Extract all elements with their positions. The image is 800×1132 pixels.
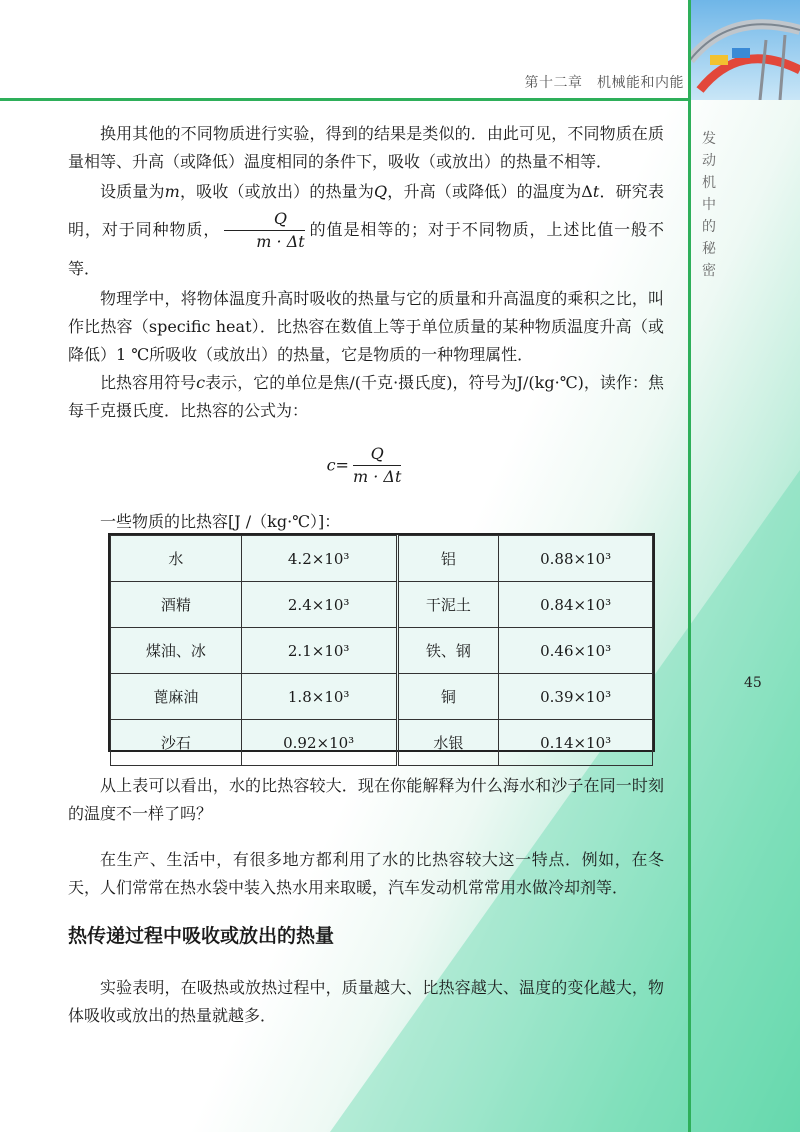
inline-fraction bbox=[224, 208, 304, 253]
value-cell: 0.84×10³ bbox=[499, 582, 653, 628]
value-cell: 1.8×10³ bbox=[241, 674, 397, 720]
side-title-char: 发 bbox=[702, 131, 716, 147]
value-cell: 0.39×10³ bbox=[499, 674, 653, 720]
text-run: 表示，它的单位是焦/(千克·摄氏度)，符号为J/(kg·℃)，读作：焦每千克摄氏度．比热容的公式为： bbox=[68, 373, 664, 420]
substance-cell: 铜 bbox=[397, 674, 499, 720]
variable-q: Q bbox=[374, 182, 388, 201]
variable-c: c bbox=[196, 373, 206, 392]
main-content bbox=[68, 120, 664, 536]
table-caption: 一些物质的比热容[J /（kg·℃）]： bbox=[100, 512, 341, 531]
text-run: ，吸收（或放出）的热量为 bbox=[179, 182, 375, 201]
fraction-denominator: m · Δt bbox=[256, 232, 305, 251]
paragraph bbox=[68, 176, 664, 285]
value-cell: 4.2×10³ bbox=[241, 536, 397, 582]
value-cell: 0.14×10³ bbox=[499, 720, 653, 766]
value-cell: 2.1×10³ bbox=[241, 628, 397, 674]
side-rule bbox=[688, 0, 691, 1132]
table-row bbox=[111, 628, 653, 674]
value-cell: 0.92×10³ bbox=[241, 720, 397, 766]
variable-t: t bbox=[592, 182, 600, 201]
text-run: ．研究表明，对于同种物质， bbox=[68, 182, 664, 239]
chapter-title: 第十二章 机械能和内能 bbox=[524, 75, 684, 91]
formula-fraction bbox=[353, 443, 401, 488]
substance-cell: 煤油、冰 bbox=[111, 628, 242, 674]
side-title-char: 中 bbox=[702, 197, 716, 213]
fraction-numerator: Q bbox=[224, 208, 304, 231]
paragraph: 物理学中，将物体温度升高时吸收的热量与它的质量和升高温度的乘积之比，叫作比热容（specific heat）．比热容在数值上等于单位质量的某种物质温度升高（或降低）1 ℃所吸收（或放出）的热量，它是物质的一种物理属性． bbox=[68, 289, 664, 364]
table-row bbox=[111, 720, 653, 766]
value-cell: 2.4×10³ bbox=[241, 582, 397, 628]
value-cell: 0.88×10³ bbox=[499, 536, 653, 582]
text-run: 的值是相等的；对于不同物质，上述比值一般不等． bbox=[68, 220, 664, 278]
table-row bbox=[111, 674, 653, 720]
side-title-char: 密 bbox=[702, 263, 716, 279]
paragraph bbox=[68, 369, 664, 425]
post-table-content bbox=[68, 772, 664, 1030]
section-heading: 热传递过程中吸收或放出的热量 bbox=[68, 925, 335, 947]
substance-cell: 干泥土 bbox=[397, 582, 499, 628]
specific-heat-formula bbox=[68, 443, 664, 488]
substance-cell: 酒精 bbox=[111, 582, 242, 628]
paragraph: 实验表明，在吸热或放热过程中，质量越大、比热容越大、温度的变化越大，物体吸收或放出的热量就越多． bbox=[68, 978, 664, 1025]
text-run: ，升高（或降低）的温度为Δ bbox=[387, 182, 593, 201]
substance-cell: 铁、钢 bbox=[397, 628, 499, 674]
header-rule bbox=[0, 98, 688, 101]
table-row bbox=[111, 582, 653, 628]
side-title-char: 的 bbox=[702, 219, 716, 235]
table-row bbox=[111, 536, 653, 582]
substance-cell: 水 bbox=[111, 536, 242, 582]
variable-m: m bbox=[164, 182, 180, 201]
formula-denominator: m · Δt bbox=[352, 467, 402, 486]
formula-numerator: Q bbox=[353, 443, 401, 466]
side-title-char: 机 bbox=[702, 175, 716, 191]
side-title-char: 动 bbox=[702, 153, 716, 169]
text-run: 比热容用符号 bbox=[100, 373, 197, 392]
side-title-char: 秘 bbox=[702, 241, 716, 257]
roller-coaster-photo bbox=[690, 0, 800, 100]
paragraph: 从上表可以看出，水的比热容较大．现在你能解释为什么海水和沙子在同一时刻的温度不一样了吗？ bbox=[68, 776, 664, 823]
page-number: 45 bbox=[744, 675, 762, 691]
substance-cell: 铝 bbox=[397, 536, 499, 582]
paragraph: 在生产、生活中，有很多地方都利用了水的比热容较大这一特点．例如，在冬天，人们常常在热水袋中装入热水用来取暖，汽车发动机常常用水做冷却剂等． bbox=[68, 850, 664, 897]
side-section-title bbox=[702, 128, 722, 282]
paragraph: 换用其他的不同物质进行实验，得到的结果是类似的．由此可见，不同物质在质量相等、升高（或降低）温度相同的条件下，吸收（或放出）的热量不相等． bbox=[68, 124, 664, 171]
specific-heat-table bbox=[108, 533, 655, 752]
text-run: 设质量为 bbox=[100, 182, 165, 201]
substance-cell: 蓖麻油 bbox=[111, 674, 242, 720]
substance-cell: 沙石 bbox=[111, 720, 242, 766]
substance-cell: 水银 bbox=[397, 720, 499, 766]
formula-lhs: c= bbox=[326, 455, 349, 475]
value-cell: 0.46×10³ bbox=[499, 628, 653, 674]
